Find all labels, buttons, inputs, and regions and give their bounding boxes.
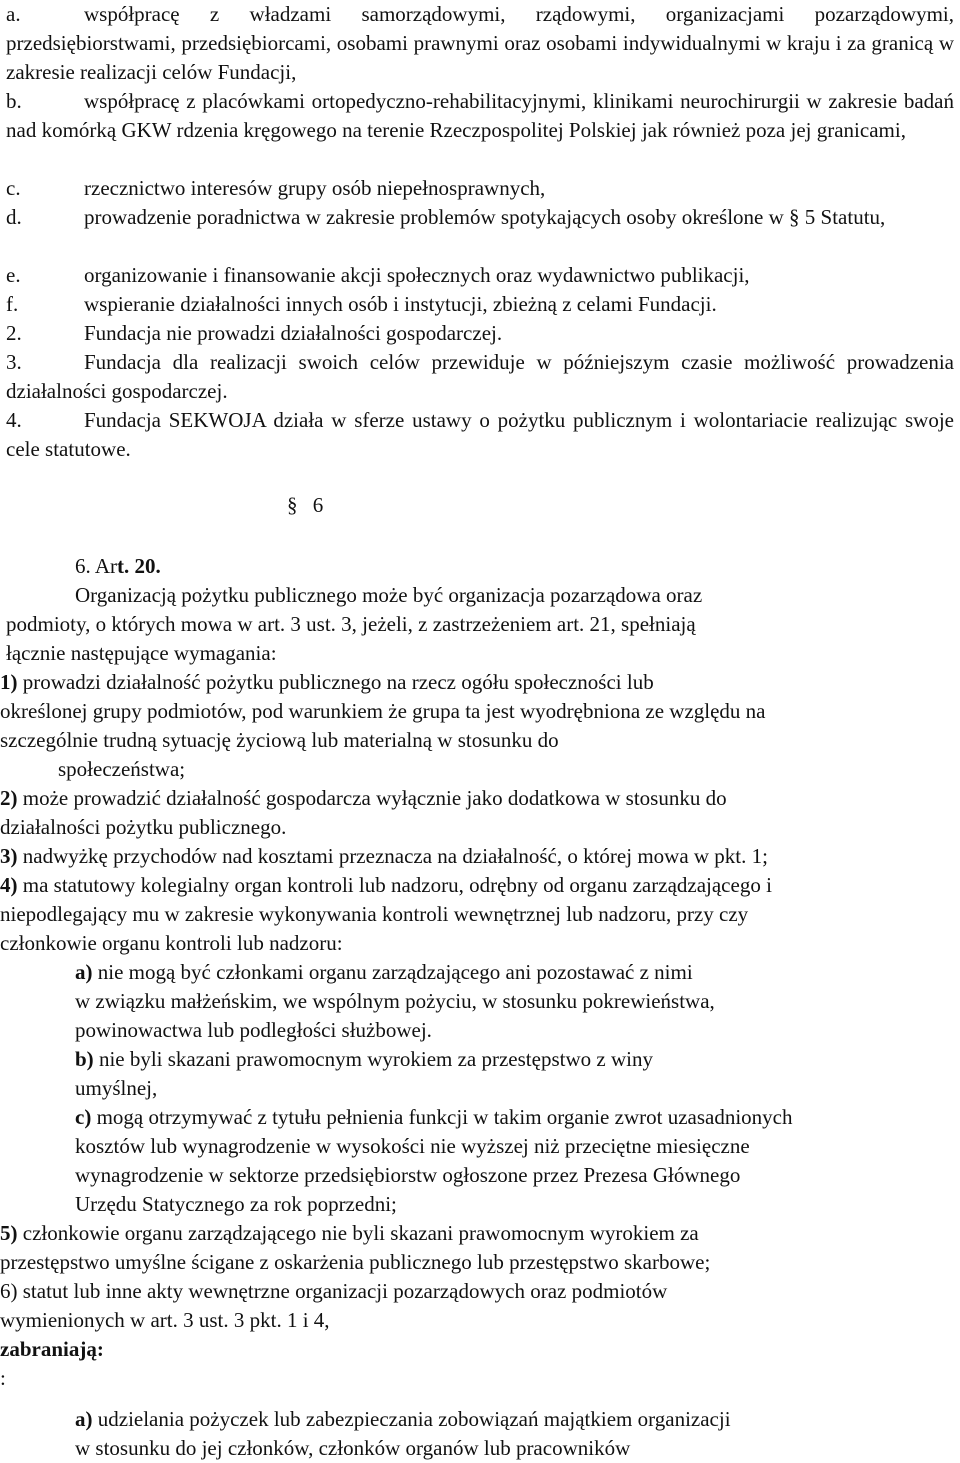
list-text: współpracę z władzami samorządowymi, rządowymi, organizacjami pozarządowymi, przedsiębiorstwami, przedsiębiorcami, osobami prawnymi oraz osobami indywidualnymi w kraju i za granicą w zakresie realizacji celów Fundacji, (6, 2, 954, 84)
list-label: d. (6, 205, 22, 229)
article-intro-line: łącznie następujące wymagania: (6, 641, 277, 665)
colon-line: : (0, 1366, 6, 1390)
subitem-a-line: powinowactwa lub podległości służbowej. (75, 1018, 432, 1042)
list-label: c. (6, 176, 21, 200)
requirement-1-line: społeczeństwa; (58, 757, 186, 781)
list-label: a. (6, 2, 21, 26)
requirement-1-line: szczególnie trudną sytuację życiową lub materialną w stosunku do (0, 728, 559, 752)
list-label: f. (6, 292, 19, 316)
subitem-c (75, 1103, 960, 1132)
item-number: 4) (0, 873, 18, 897)
list-label: 2. (6, 321, 22, 345)
list-text (0, 203, 954, 232)
subitem-b-line: umyślnej, (75, 1076, 158, 1100)
list-item-a (6, 0, 954, 87)
list-text: Fundacja nie prowadzi działalności gospodarczej. (84, 321, 503, 345)
requirement-2-line: działalności pożytku publicznego. (0, 815, 287, 839)
requirement-4-line: członkowie organu kontroli lub nadzoru: (0, 931, 343, 955)
prohibit-item-a (75, 1405, 960, 1434)
subitem-c-line: kosztów lub wynagrodzenie w wysokości nie wyższej niż przeciętne miesięczne (75, 1134, 750, 1158)
subitem-b (75, 1045, 960, 1074)
requirement-4 (0, 871, 955, 900)
article-intro-line: Organizacją pożytku publicznego może być organizacja pozarządowa oraz (75, 583, 703, 607)
requirement-5-line: przestępstwo umyślne ścigane z oskarżenia publicznego lub przestępstwo skarbowe; (0, 1250, 711, 1274)
list-text: Fundacja dla realizacji swoich celów przewiduje w późniejszym czasie możliwość prowadzenia działalności gospodarczej. (6, 350, 954, 403)
paragraph-sign: § (789, 205, 800, 229)
item-text: mogą otrzymywać z tytułu pełnienia funkcji w takim organie zwrot uzasadnionych (91, 1105, 793, 1129)
list-label: 4. (6, 408, 22, 432)
item-number: a) (75, 960, 93, 984)
requirement-6-line: wymienionych w art. 3 ust. 3 pkt. 1 i 4, (0, 1308, 330, 1332)
numbered-item-3 (6, 348, 954, 406)
list-item-b (6, 87, 954, 145)
paragraph-sign: § (287, 493, 298, 517)
list-item-d (6, 203, 954, 232)
list-text: organizowanie i finansowanie akcji społecznych oraz wydawnictwo publikacji, (84, 263, 750, 287)
item-number: a) (75, 1407, 93, 1431)
subitem-a (75, 958, 960, 987)
list-text-part: 5 Statutu, (804, 205, 886, 229)
section-number: 6 (312, 493, 324, 517)
list-label: 3. (6, 350, 22, 374)
requirement-1 (0, 668, 955, 697)
item-text: nie byli skazani prawomocnym wyrokiem za przestępstwo z winy (93, 1047, 653, 1071)
list-text-part: prowadzenie poradnictwa w zakresie problemów spotykających osoby określone w (84, 205, 784, 229)
requirement-6: 6) statut lub inne akty wewnętrzne organizacji pozarządowych oraz podmiotów (0, 1279, 668, 1303)
subitem-a-line: w związku małżeńskim, we wspólnym pożyciu, w stosunku pokrewieństwa, (75, 989, 715, 1013)
item-number: 2) (0, 786, 18, 810)
subitem-c-line: wynagrodzenie w sektorze przedsiębiorstw ogłoszone przez Prezesa Głównego (75, 1163, 741, 1187)
list-text: współpracę z placówkami ortopedyczno-rehabilitacyjnymi, klinikami neurochirurgii w zakresie badań nad komórką GKW rdzenia kręgowego na terenie Rzeczpospolitej Polskiej jak również poza jej granicami, (6, 89, 954, 142)
item-text: ma statutowy kolegialny organ kontroli lub nadzoru, odrębny od organu zarządzającego i (17, 873, 772, 897)
prohibit-label: zabraniają: (0, 1337, 104, 1361)
list-text: wspieranie działalności innych osób i instytucji, zbieżną z celami Fundacji. (84, 292, 717, 316)
list-label: b. (6, 89, 22, 113)
item-number: 3) (0, 844, 18, 868)
requirement-1-line: określonej grupy podmiotów, pod warunkiem że grupa ta jest wyodrębniona ze względu na (0, 699, 766, 723)
list-item-f (6, 290, 954, 319)
list-text: Fundacja SEKWOJA działa w sferze ustawy o pożytku publicznym i wolontariacie realizując swoje cele statutowe. (6, 408, 954, 461)
item-text: nie mogą być członkami organu zarządzającego ani pozostawać z nimi (92, 960, 693, 984)
section-heading (287, 491, 323, 520)
item-number: b) (75, 1047, 94, 1071)
item-text: udzielania pożyczek lub zabezpieczania zobowiązań majątkiem organizacji (92, 1407, 731, 1431)
requirement-5 (0, 1219, 955, 1248)
article-heading-part: 6. Ar (75, 554, 117, 578)
numbered-item-4 (6, 406, 954, 464)
numbered-item-2 (6, 319, 954, 348)
list-text: rzecznictwo interesów grupy osób niepełnosprawnych, (84, 176, 546, 200)
requirement-2 (0, 784, 955, 813)
item-number: 5) (0, 1221, 18, 1245)
item-text: prowadzi działalność pożytku publicznego na rzecz ogółu społeczności lub (17, 670, 654, 694)
item-number: 1) (0, 670, 18, 694)
prohibit-item-a-line: w stosunku do jej członków, członków organów lub pracowników (75, 1436, 631, 1460)
subitem-c-line: Urzędu Statycznego za rok poprzedni; (75, 1192, 397, 1216)
requirement-3 (0, 842, 955, 871)
item-number: c) (75, 1105, 92, 1129)
item-text: może prowadzić działalność gospodarcza wyłącznie jako dodatkowa w stosunku do (17, 786, 727, 810)
article-intro-line: podmioty, o których mowa w art. 3 ust. 3, jeżeli, z zastrzeżeniem art. 21, spełniają (6, 612, 696, 636)
requirement-4-line: niepodlegający mu w zakresie wykonywania kontroli wewnętrznej lub nadzoru, przy czy (0, 902, 749, 926)
prohibit-heading (0, 1335, 955, 1364)
article-heading (75, 552, 960, 581)
item-text: nadwyżkę przychodów nad kosztami przeznacza na działalność, o której mowa w pkt. 1; (17, 844, 768, 868)
list-item-c (6, 174, 954, 203)
list-label: e. (6, 263, 21, 287)
list-item-e (6, 261, 954, 290)
item-text: członkowie organu zarządzającego nie byli skazani prawomocnym wyrokiem za (17, 1221, 699, 1245)
article-heading-bold: t. 20. (117, 554, 161, 578)
